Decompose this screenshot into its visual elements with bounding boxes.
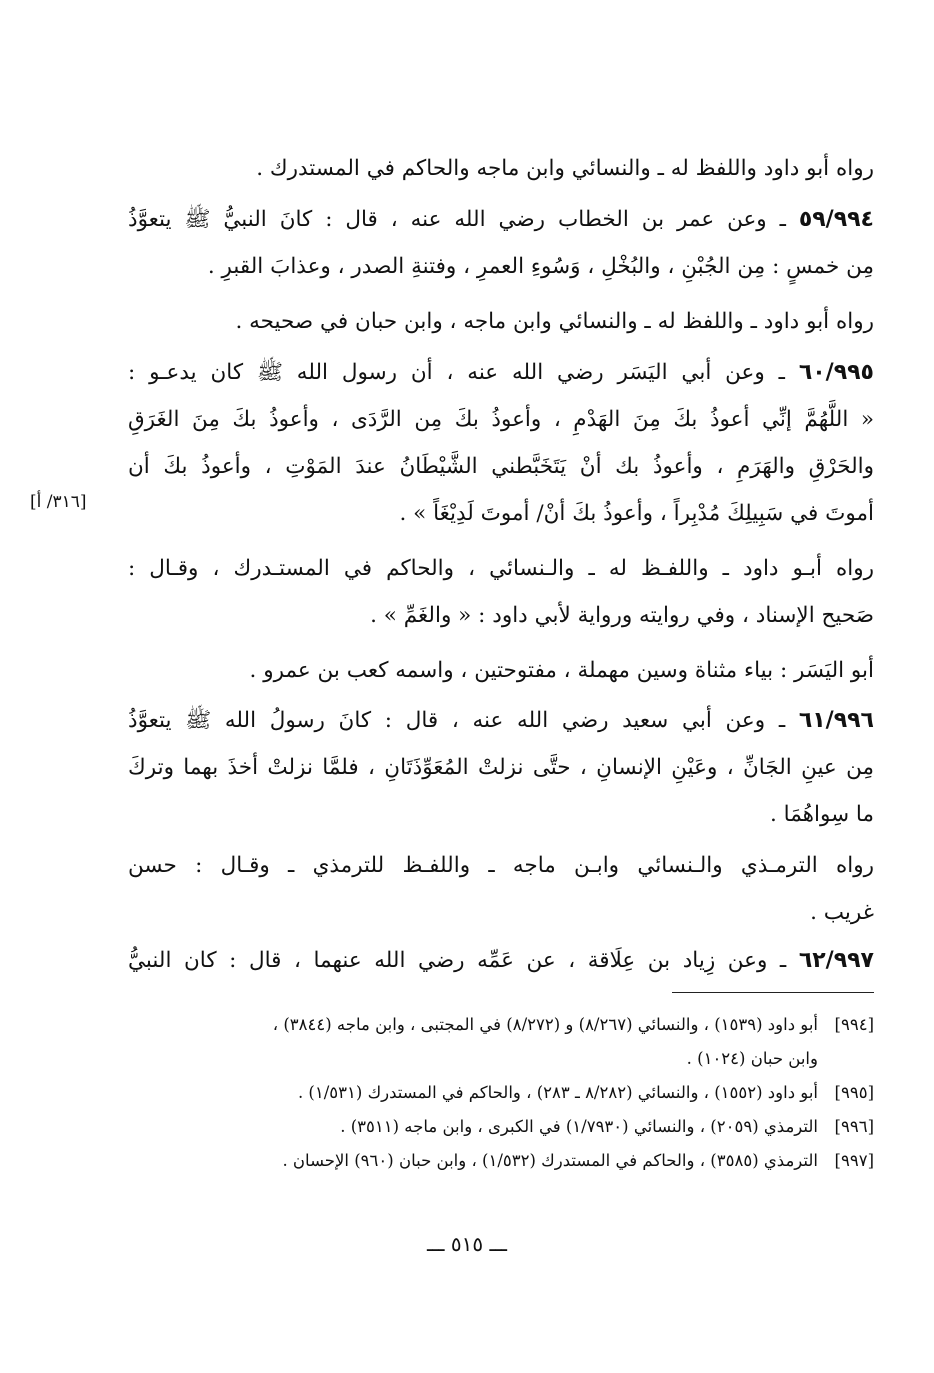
- footnote: [128, 1110, 874, 1144]
- footnotes: [128, 1008, 874, 1178]
- text-line: [128, 490, 874, 537]
- text-line: [128, 842, 874, 889]
- text-line: [128, 298, 874, 345]
- hadith-number: ٦١/٩٩٦: [798, 708, 874, 733]
- text-line: [128, 937, 874, 984]
- footnote: [128, 1076, 874, 1110]
- line-text: ـ وعن زِياد بن عِلَاقة ، عن عَمِّه رضي الله عنهما ، قال : كان النبيُّ: [128, 948, 799, 973]
- text-line: [128, 647, 874, 694]
- line-text: ما سِواهُمَا .: [770, 802, 874, 827]
- footnote-ref: [٩٩٦]: [834, 1117, 874, 1136]
- line-text: رواه أبـو داود ـ واللفـظ له ـ والـنسائي ، والحاكم في المستـدرك ، وقـال :: [128, 556, 874, 581]
- text-line: [128, 196, 874, 243]
- paragraph: [128, 196, 874, 290]
- footnote-line: وابن حبان (١٠٢٤) .: [686, 1049, 818, 1068]
- footnote: [128, 1144, 874, 1178]
- paragraph: [128, 647, 874, 694]
- text-line: [128, 349, 874, 396]
- paragraph: [128, 349, 874, 537]
- hadith-number: ٦٠/٩٩٥: [798, 360, 874, 385]
- text-line: [128, 744, 874, 791]
- page-number: ـــ ٥١٥ ـــ: [426, 1232, 508, 1256]
- footnote-text: [128, 1008, 818, 1076]
- line-text: مِن خمسٍ : مِن الجُبْنِ ، والبُخْلِ ، وَسُوءِ العمرِ ، وفتنةِ الصدر ، وعذابَ القبرِ .: [207, 254, 874, 279]
- footnote: [128, 1008, 874, 1076]
- line-text: مِن عينِ الجَانِّ ، وعَيْنِ الإنسانِ ، حتَّى نزلتْ المُعَوِّذَتَانِ ، فلمَّا نزلتْ أخذَ بهما وتركَ: [128, 755, 874, 780]
- paragraph: [128, 545, 874, 639]
- hadith-number: ٦٢/٩٩٧: [798, 948, 874, 973]
- text-line: [128, 443, 874, 490]
- footnote-text: [128, 1076, 818, 1110]
- line-text: والحَرْقِ والهَرَمِ ، وأعوذُ بك أنْ يَتَخَبَّطني الشَّيْطَانُ عندَ المَوْتِ ، وأعوذُ بكَ أن: [128, 454, 874, 479]
- line-text: ـ وعن أبي اليَسَر رضي الله عنه ، أن رسول الله ﷺ كان يدعـو :: [128, 360, 799, 385]
- paragraph: [128, 937, 874, 984]
- text-line: [128, 396, 874, 443]
- text-line: [128, 791, 874, 838]
- footnote-line: أبو داود (١٥٥٢) ، والنسائي (٨/٢٨٢ ـ ٢٨٣) ، والحاكم في المستدرك (١/٥٣١) .: [297, 1083, 818, 1102]
- text-line: [128, 889, 874, 936]
- line-text: ـ وعن عمر بن الخطاب رضي الله عنه ، قال : كانَ النبيُّ ﷺ يتعوَّذُ: [128, 207, 799, 232]
- line-text: أموتَ في سَبِيلِكَ مُدْبِراً ، وأعوذُ بكَ أنْ/ أموتَ لَدِيْغَاً » .: [399, 501, 874, 526]
- paragraph: [128, 145, 874, 192]
- line-text: غريب .: [810, 900, 874, 925]
- footnote-text: [128, 1110, 818, 1144]
- line-text: « اللَّهُمَّ إنِّي أعوذُ بكَ مِنَ الهَدْمِ ، وأعوذُ بكَ مِن الرَّدَى ، وأعوذُ بكَ مِنَ الغَرَقِ: [128, 407, 874, 432]
- footnote-ref: [٩٩٥]: [834, 1083, 874, 1102]
- footnote-separator: [672, 992, 874, 993]
- text-line: [128, 145, 874, 192]
- footnote-line: أبو داود (١٥٣٩) ، والنسائي (٨/٢٦٧) و (٨/٢٧٢) في المجتبى ، وابن ماجه (٣٨٤٤) ،: [272, 1015, 818, 1034]
- text-line: [128, 243, 874, 290]
- footnote-line: الترمذي (٣٥٨٥) ، والحاكم في المستدرك (١/٥٣٢) ، وابن حبان (٩٦٠) الإحسان .: [282, 1151, 818, 1170]
- hadith-number: ٥٩/٩٩٤: [798, 207, 874, 232]
- footnote-line: الترمذي (٢٠٥٩) ، والنسائي (١/٧٩٣٠) في الكبرى ، وابن ماجه (٣٥١١) .: [340, 1117, 818, 1136]
- line-text: أبو اليَسَر : بياء مثناة وسين مهملة ، مفتوحتين ، واسمه كعب بن عمرو .: [249, 658, 874, 683]
- paragraph: [128, 842, 874, 936]
- line-text: رواه الترمـذي والـنسائي وابـن ماجه ـ واللفـظ للترمذي ـ وقـال : حسن: [128, 853, 874, 878]
- text-line: [128, 697, 874, 744]
- line-text: رواه أبو داود ـ واللفظ له ـ والنسائي وابن ماجه ، وابن حبان في صحيحه .: [235, 309, 874, 334]
- line-text: رواه أبو داود واللفظ له ـ والنسائي وابن ماجه والحاكم في المستدرك .: [256, 156, 874, 181]
- line-text: ـ وعن أبي سعيد رضي الله عنه ، قال : كانَ رسولُ الله ﷺ يتعوَّذُ: [128, 708, 799, 733]
- text-line: [128, 592, 874, 639]
- line-text: صَحيح الإسناد ، وفي روايته ورواية لأبي داود : « والغَمِّ » .: [370, 603, 874, 628]
- footnote-text: [128, 1144, 818, 1178]
- footnote-ref: [٩٩٤]: [834, 1015, 874, 1034]
- paragraph: [128, 298, 874, 345]
- paragraph: [128, 697, 874, 838]
- margin-note: [٣١٦/ أ]: [30, 492, 87, 512]
- text-line: [128, 545, 874, 592]
- footnote-ref: [٩٩٧]: [834, 1151, 874, 1170]
